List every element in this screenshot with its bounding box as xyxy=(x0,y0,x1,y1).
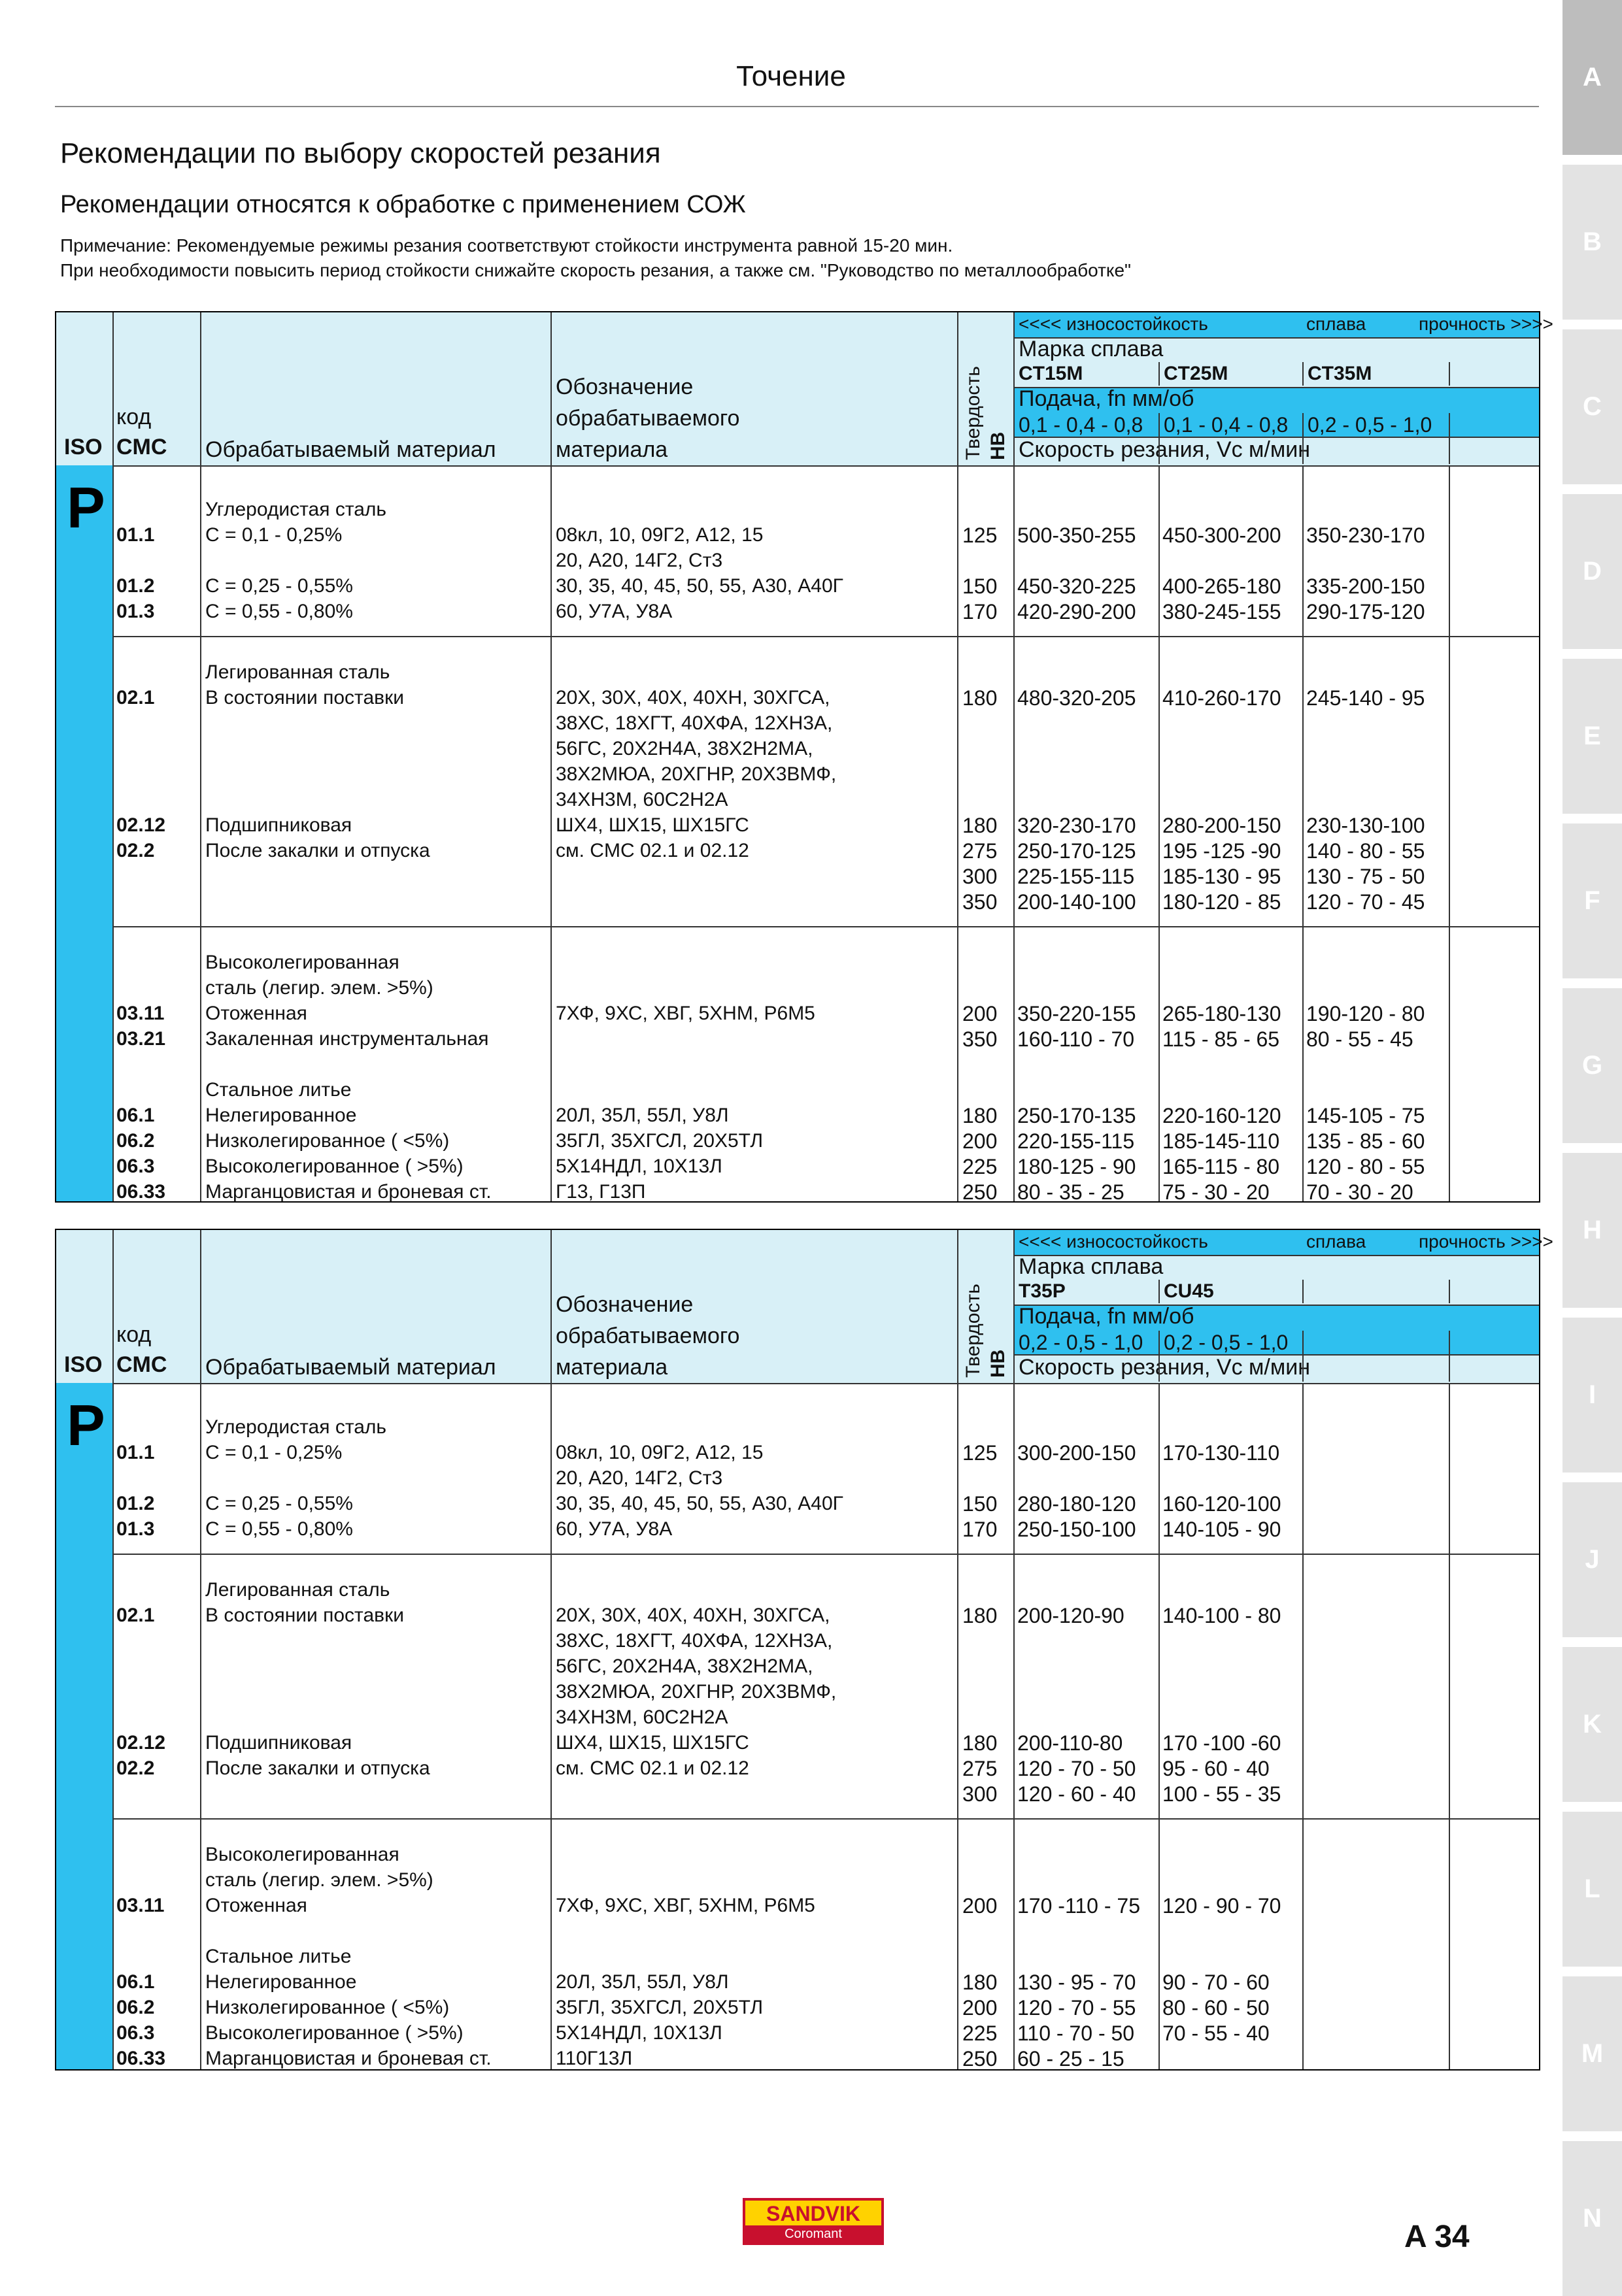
material-designation: 60, У7А, У8А xyxy=(556,601,673,622)
grade-column-divider xyxy=(1158,1383,1160,2069)
material-name: Нелегированное xyxy=(205,1105,357,1126)
column-divider xyxy=(200,1230,201,2069)
cutting-speed-value: 500-350-255 xyxy=(1017,524,1136,547)
material-designation: 7ХФ, 9ХС, ХВГ, 5ХНМ, Р6М5 xyxy=(556,1003,815,1024)
hardness-value: 300 xyxy=(962,865,998,888)
material-name: Закаленная инструментальная xyxy=(205,1028,489,1050)
cutting-speed-value: 180-125 - 90 xyxy=(1017,1155,1136,1178)
note-line-1: Примечание: Рекомендуемые режимы резания соответствуют стойкости инструмента равной 15-20 мин. xyxy=(60,235,953,256)
cutting-speed-value: 245-140 - 95 xyxy=(1306,686,1425,710)
column-divider xyxy=(957,1230,958,2069)
grade-column-divider xyxy=(1158,465,1160,1201)
material-designation: ШХ4, ШХ15, ШХ15ГС xyxy=(556,1732,749,1754)
grade-column-divider xyxy=(1302,465,1304,1201)
feed-label: Подача, fn мм/об xyxy=(1019,1304,1194,1329)
cmc-code: 01.3 xyxy=(116,1518,155,1540)
side-tab-k: K xyxy=(1563,1647,1622,1802)
material-designation: 56ГС, 20Х2Н4А, 38Х2Н2МА, xyxy=(556,1655,813,1677)
cmc-code: 02.1 xyxy=(116,1605,155,1626)
hardness-value: 150 xyxy=(962,1492,998,1516)
cutting-speed-value: 480-320-205 xyxy=(1017,686,1136,710)
hardness-value: 275 xyxy=(962,1757,998,1780)
feed-divider xyxy=(1449,1331,1450,1354)
cutting-speed-value: 120 - 80 - 55 xyxy=(1306,1155,1425,1178)
hardness-value: 180 xyxy=(962,1104,998,1127)
cutting-speed-value: 140 - 80 - 55 xyxy=(1306,839,1425,863)
cutting-speed-value: 145-105 - 75 xyxy=(1306,1104,1425,1127)
material-name: C = 0,25 - 0,55% xyxy=(205,575,353,597)
material-name: Высоколегированное ( >5%) xyxy=(205,2022,464,2044)
cutting-speed-value: 120 - 60 - 40 xyxy=(1017,1782,1136,1806)
hardness-value: 200 xyxy=(962,1894,998,1918)
cutting-speed-value: 170-130-110 xyxy=(1162,1441,1280,1465)
iso-header: ISO xyxy=(64,435,103,459)
material-name: Низколегированное ( <5%) xyxy=(205,1130,450,1152)
page-subtitle: Рекомендации относятся к обработке с применением СОЖ xyxy=(60,191,746,218)
logo-subtitle: Coromant xyxy=(745,2225,881,2242)
iso-group-letter: P xyxy=(67,1393,105,1457)
cutting-speed-value: 300-200-150 xyxy=(1017,1441,1136,1465)
hardness-value: 250 xyxy=(962,2047,998,2071)
column-divider xyxy=(550,1230,552,2069)
cutting-speed-value: 130 - 95 - 70 xyxy=(1017,1971,1136,1994)
side-tab-b: B xyxy=(1563,165,1622,320)
cutting-speed-value: 350-220-155 xyxy=(1017,1002,1136,1025)
hardness-value: 225 xyxy=(962,2021,998,2045)
material-name: Стальное литье xyxy=(205,1946,352,1967)
cutting-speed-value: 220-155-115 xyxy=(1017,1129,1135,1153)
material-designation: 35ГЛ, 35ХГСЛ, 20Х5ТЛ xyxy=(556,1997,764,2018)
hardness-value: 300 xyxy=(962,1782,998,1806)
cmc-code: 02.12 xyxy=(116,1732,166,1754)
grade-divider xyxy=(1449,1280,1450,1303)
material-designation: 7ХФ, 9ХС, ХВГ, 5ХНМ, Р6М5 xyxy=(556,1895,815,1916)
material-name: Отоженная xyxy=(205,1895,307,1916)
grade-column-divider xyxy=(1449,1383,1450,2069)
side-tab-d: D xyxy=(1563,494,1622,649)
header-bottom-rule xyxy=(56,1383,1539,1384)
hardness-value: 350 xyxy=(962,1027,998,1051)
material-name: C = 0,1 - 0,25% xyxy=(205,1442,343,1463)
material-designation: 35ГЛ, 35ХГСЛ, 20Х5ТЛ xyxy=(556,1130,764,1152)
cutting-speed-value: 450-320-225 xyxy=(1017,574,1136,598)
hardness-value: 200 xyxy=(962,1996,998,2020)
material-designation: 20Х, 30Х, 40Х, 40ХН, 30ХГСА, xyxy=(556,687,830,708)
hardness-value: 250 xyxy=(962,1180,998,1204)
designation-header-1: Обозначение xyxy=(556,374,694,399)
cutting-speed-value: 115 - 85 - 65 xyxy=(1162,1027,1280,1051)
cutting-speed-value: 180-120 - 85 xyxy=(1162,890,1281,914)
side-tab-i: I xyxy=(1563,1318,1622,1472)
material-name: Высоколегированное ( >5%) xyxy=(205,1156,464,1177)
header-rule xyxy=(1013,1305,1539,1306)
material-name: Низколегированное ( <5%) xyxy=(205,1997,450,2018)
hardness-value: 170 xyxy=(962,1518,998,1541)
cutting-speed-value: 250-170-125 xyxy=(1017,839,1136,863)
page-number: A 34 xyxy=(1404,2220,1470,2254)
designation-header-2: обрабатываемого xyxy=(556,1323,740,1348)
material-designation: 08кл, 10, 09Г2, А12, 15 xyxy=(556,524,764,546)
cmc-code: 03.11 xyxy=(116,1895,165,1916)
cutting-speed-value: 70 - 55 - 40 xyxy=(1162,2021,1270,2045)
cutting-speed-table-2 xyxy=(55,1229,1553,2071)
material-name: C = 0,25 - 0,55% xyxy=(205,1493,353,1514)
column-divider xyxy=(957,312,958,1201)
speed-divider xyxy=(1302,1356,1304,1382)
material-designation: см. CMC 02.1 и 02.12 xyxy=(556,840,749,861)
material-name: Подшипниковая xyxy=(205,814,352,836)
group-separator xyxy=(112,1818,1539,1820)
grade-name: T35P xyxy=(1019,1280,1066,1302)
band-alloy: сплава xyxy=(1306,314,1366,334)
group-heading: Высоколегированная xyxy=(205,1844,399,1865)
band-strength: прочность >>>> xyxy=(1419,314,1553,334)
material-name: Нелегированное xyxy=(205,1971,357,1993)
hardness-value: 200 xyxy=(962,1129,998,1153)
iso-p-column xyxy=(56,465,112,1201)
cutting-speed-value: 170 -110 - 75 xyxy=(1017,1894,1140,1918)
group-separator xyxy=(112,926,1539,927)
note-line-2: При необходимости повысить период стойкости снижайте скорость резания, а также см. "Руководство по металлообработке" xyxy=(60,260,1131,280)
cmc-code: 02.2 xyxy=(116,840,155,861)
cmc-code: 03.21 xyxy=(116,1028,166,1050)
material-name: Стальное литье xyxy=(205,1079,352,1101)
cutting-speed-value: 75 - 30 - 20 xyxy=(1162,1180,1270,1204)
section-tabs xyxy=(1563,0,1622,2293)
header-rule xyxy=(1013,387,1539,388)
speed-divider xyxy=(1302,438,1304,464)
material-name: В состоянии поставки xyxy=(205,1605,404,1626)
group-heading: Высоколегированная xyxy=(205,952,399,973)
hardness-value: 180 xyxy=(962,1971,998,1994)
cmc-code: 06.2 xyxy=(116,1997,155,2018)
cutting-speed-value: 160-120-100 xyxy=(1162,1492,1281,1516)
logo-name: SANDVIK xyxy=(745,2201,881,2227)
material-header: Обрабатываемый материал xyxy=(205,1355,496,1380)
column-divider xyxy=(200,312,201,1201)
material-header: Обрабатываемый материал xyxy=(205,437,496,462)
grade-name: CU45 xyxy=(1164,1280,1214,1302)
iso-group-letter: P xyxy=(67,475,105,540)
cutting-speed-value: 320-230-170 xyxy=(1017,814,1136,837)
side-tab-a: A xyxy=(1563,0,1622,155)
column-divider xyxy=(550,312,552,1201)
cmc-code: 01.2 xyxy=(116,575,155,597)
cutting-speed-value: 350-230-170 xyxy=(1306,524,1425,547)
hb-header: НВ xyxy=(987,431,1009,460)
designation-header-1: Обозначение xyxy=(556,1292,694,1317)
iso-p-column xyxy=(56,1383,112,2069)
material-name: Отоженная xyxy=(205,1003,307,1024)
side-tab-c: C xyxy=(1563,329,1622,484)
hardness-value: 125 xyxy=(962,524,998,547)
header-rule xyxy=(1013,337,1539,339)
cutting-speed-value: 130 - 75 - 50 xyxy=(1306,865,1425,888)
cutting-speed-value: 225-155-115 xyxy=(1017,865,1135,888)
hardness-header: Твердость xyxy=(962,1284,984,1378)
hb-header: НВ xyxy=(987,1349,1009,1378)
group-heading: Углеродистая сталь xyxy=(205,499,387,520)
cmc-code: 01.1 xyxy=(116,524,155,546)
material-designation: 34ХН3М, 60С2Н2А xyxy=(556,1706,728,1728)
column-divider xyxy=(112,312,114,1201)
cutting-speed-value: 190-120 - 80 xyxy=(1306,1002,1425,1025)
cmc-header: CMC xyxy=(116,1352,167,1377)
hardness-value: 180 xyxy=(962,1604,998,1627)
speed-divider xyxy=(1158,1356,1160,1382)
cutting-speed-value: 120 - 70 - 45 xyxy=(1306,890,1425,914)
material-name: C = 0,55 - 0,80% xyxy=(205,1518,353,1540)
material-designation: 20Л, 35Л, 55Л, У8Л xyxy=(556,1971,729,1993)
iso-header: ISO xyxy=(64,1352,103,1377)
band-wear: <<<< износостойкость xyxy=(1019,314,1208,334)
grade-column-divider xyxy=(1302,1383,1304,2069)
material-designation: см. CMC 02.1 и 02.12 xyxy=(556,1757,749,1779)
page-title: Рекомендации по выбору скоростей резания xyxy=(60,137,661,169)
kod-header: код xyxy=(116,1322,152,1347)
hardness-value: 180 xyxy=(962,1731,998,1755)
cmc-code: 01.3 xyxy=(116,601,155,622)
hardness-header: Твердость xyxy=(962,366,984,460)
feed-divider xyxy=(1302,1331,1304,1354)
material-name: C = 0,1 - 0,25% xyxy=(205,524,343,546)
material-designation: 56ГС, 20Х2Н4А, 38Х2Н2МА, xyxy=(556,738,813,759)
cutting-speed-value: 420-290-200 xyxy=(1017,600,1136,624)
cutting-speed-value: 110 - 70 - 50 xyxy=(1017,2021,1135,2045)
designation-header-2: обрабатываемого xyxy=(556,406,740,431)
cutting-speed-table-1 xyxy=(55,311,1553,1204)
cutting-speed-value: 450-300-200 xyxy=(1162,524,1281,547)
material-name: сталь (легир. элем. >5%) xyxy=(205,1869,433,1891)
cutting-speed-value: 200-110-80 xyxy=(1017,1731,1123,1755)
cutting-speed-value: 160-110 - 70 xyxy=(1017,1027,1135,1051)
side-tab-f: F xyxy=(1563,824,1622,978)
feed-value: 0,2 - 0,5 - 1,0 xyxy=(1019,1331,1143,1354)
side-tab-g: G xyxy=(1563,988,1622,1143)
cmc-code: 06.1 xyxy=(116,1105,155,1126)
grade-name: CT35M xyxy=(1308,363,1372,384)
band-alloy: сплава xyxy=(1306,1231,1366,1252)
speed-label: Скорость резания, Vc м/мин xyxy=(1019,437,1311,462)
material-name: Марганцовистая и броневая ст. xyxy=(205,2048,492,2069)
group-heading: Легированная сталь xyxy=(205,1579,390,1601)
material-designation: 20Л, 35Л, 55Л, У8Л xyxy=(556,1105,729,1126)
cutting-speed-value: 220-160-120 xyxy=(1162,1104,1281,1127)
side-tab-m: M xyxy=(1563,1976,1622,2131)
cmc-code: 02.2 xyxy=(116,1757,155,1779)
cutting-speed-value: 70 - 30 - 20 xyxy=(1306,1180,1413,1204)
material-designation: 110Г13Л xyxy=(556,2048,633,2069)
speed-divider xyxy=(1158,438,1160,464)
material-designation: 30, 35, 40, 45, 50, 55, А30, А40Г xyxy=(556,575,843,597)
grade-label: Марка сплава xyxy=(1019,337,1164,361)
group-separator xyxy=(112,636,1539,637)
feed-value: 0,1 - 0,4 - 0,8 xyxy=(1019,413,1143,437)
designation-header-3: материала xyxy=(556,1355,668,1380)
material-name: После закалки и отпуска xyxy=(205,1757,430,1779)
cutting-speed-value: 200-140-100 xyxy=(1017,890,1136,914)
cutting-speed-value: 95 - 60 - 40 xyxy=(1162,1757,1270,1780)
cutting-speed-value: 80 - 60 - 50 xyxy=(1162,1996,1270,2020)
grade-divider xyxy=(1302,362,1304,386)
cutting-speed-value: 100 - 55 - 35 xyxy=(1162,1782,1281,1806)
cmc-code: 06.33 xyxy=(116,1181,166,1203)
material-designation: 20, А20, 14Г2, Ст3 xyxy=(556,1467,723,1489)
feed-divider xyxy=(1158,1331,1160,1354)
side-tab-j: J xyxy=(1563,1482,1622,1637)
grade-divider xyxy=(1449,362,1450,386)
grade-name: CT15M xyxy=(1019,363,1083,384)
feed-value: 0,2 - 0,5 - 1,0 xyxy=(1308,413,1432,437)
designation-header-3: материала xyxy=(556,437,668,462)
cutting-speed-value: 120 - 70 - 50 xyxy=(1017,1757,1136,1780)
header-bottom-rule xyxy=(56,465,1539,467)
cutting-speed-value: 140-100 - 80 xyxy=(1162,1604,1281,1627)
material-designation: 20Х, 30Х, 40Х, 40ХН, 30ХГСА, xyxy=(556,1605,830,1626)
cutting-speed-value: 185-130 - 95 xyxy=(1162,865,1281,888)
side-tab-l: L xyxy=(1563,1812,1622,1967)
material-designation: 5Х14НДЛ, 10Х13Л xyxy=(556,2022,722,2044)
cutting-speed-value: 135 - 85 - 60 xyxy=(1306,1129,1425,1153)
speed-divider xyxy=(1449,1356,1450,1382)
header-rule xyxy=(55,106,1539,107)
feed-divider xyxy=(1449,413,1450,437)
material-designation: 08кл, 10, 09Г2, А12, 15 xyxy=(556,1442,764,1463)
material-name: Марганцовистая и броневая ст. xyxy=(205,1181,492,1203)
cutting-speed-value: 80 - 35 - 25 xyxy=(1017,1180,1124,1204)
cmc-code: 03.11 xyxy=(116,1003,165,1024)
cmc-code: 06.3 xyxy=(116,2022,155,2044)
column-divider xyxy=(1013,312,1015,1201)
speed-divider xyxy=(1449,438,1450,464)
band-strength: прочность >>>> xyxy=(1419,1231,1553,1252)
cutting-speed-value: 120 - 90 - 70 xyxy=(1162,1894,1281,1918)
hardness-value: 180 xyxy=(962,686,998,710)
cmc-code: 06.3 xyxy=(116,1156,155,1177)
cutting-speed-value: 80 - 55 - 45 xyxy=(1306,1027,1413,1051)
side-tab-h: H xyxy=(1563,1153,1622,1308)
group-heading: Углеродистая сталь xyxy=(205,1416,387,1438)
feed-value: 0,2 - 0,5 - 1,0 xyxy=(1164,1331,1289,1354)
header-rule xyxy=(1013,1255,1539,1256)
material-designation: Г13, Г13П xyxy=(556,1181,646,1203)
cutting-speed-value: 195 -125 -90 xyxy=(1162,839,1281,863)
cmc-code: 06.1 xyxy=(116,1971,155,1993)
material-designation: 38Х2МЮА, 20ХГНР, 20Х3ВМФ, xyxy=(556,1681,837,1703)
hardness-value: 275 xyxy=(962,839,998,863)
cutting-speed-value: 400-265-180 xyxy=(1162,574,1281,598)
cmc-code: 06.2 xyxy=(116,1130,155,1152)
material-designation: 34ХН3М, 60С2Н2А xyxy=(556,789,728,810)
grade-divider xyxy=(1158,362,1160,386)
grade-divider xyxy=(1158,1280,1160,1303)
cutting-speed-value: 185-145-110 xyxy=(1162,1129,1280,1153)
material-name: сталь (легир. элем. >5%) xyxy=(205,977,433,999)
material-designation: 38Х2МЮА, 20ХГНР, 20Х3ВМФ, xyxy=(556,763,837,785)
group-separator xyxy=(112,1554,1539,1555)
material-designation: ШХ4, ШХ15, ШХ15ГС xyxy=(556,814,749,836)
cutting-speed-value: 250-170-135 xyxy=(1017,1104,1136,1127)
feed-divider xyxy=(1158,413,1160,437)
cutting-speed-value: 200-120-90 xyxy=(1017,1604,1124,1627)
hardness-value: 125 xyxy=(962,1441,998,1465)
grade-name: CT25M xyxy=(1164,363,1228,384)
cutting-speed-value: 280-200-150 xyxy=(1162,814,1281,837)
cmc-header: CMC xyxy=(116,435,167,459)
material-designation: 38ХС, 18ХГТ, 40ХФА, 12ХН3А, xyxy=(556,712,833,734)
cutting-speed-value: 165-115 - 80 xyxy=(1162,1155,1280,1178)
header-rule xyxy=(1013,1354,1539,1356)
cutting-speed-value: 140-105 - 90 xyxy=(1162,1518,1281,1541)
grade-divider xyxy=(1302,1280,1304,1303)
cutting-speed-value: 380-245-155 xyxy=(1162,600,1281,624)
feed-divider xyxy=(1302,413,1304,437)
section-title: Точение xyxy=(736,60,846,92)
cmc-code: 02.12 xyxy=(116,814,166,836)
header-rule xyxy=(1013,437,1539,438)
material-name: После закалки и отпуска xyxy=(205,840,430,861)
feed-label: Подача, fn мм/об xyxy=(1019,386,1194,411)
cutting-speed-value: 170 -100 -60 xyxy=(1162,1731,1281,1755)
kod-header: код xyxy=(116,405,152,429)
cutting-speed-value: 280-180-120 xyxy=(1017,1492,1136,1516)
hardness-value: 150 xyxy=(962,574,998,598)
hardness-value: 200 xyxy=(962,1002,998,1025)
cmc-code: 01.1 xyxy=(116,1442,155,1463)
cutting-speed-value: 290-175-120 xyxy=(1306,600,1425,624)
material-designation: 38ХС, 18ХГТ, 40ХФА, 12ХН3А, xyxy=(556,1630,833,1652)
cutting-speed-value: 265-180-130 xyxy=(1162,1002,1281,1025)
band-wear: <<<< износостойкость xyxy=(1019,1231,1208,1252)
cutting-speed-value: 250-150-100 xyxy=(1017,1518,1136,1541)
material-name: Подшипниковая xyxy=(205,1732,352,1754)
column-divider xyxy=(112,1230,114,2069)
cutting-speed-value: 120 - 70 - 55 xyxy=(1017,1996,1136,2020)
cutting-speed-value: 410-260-170 xyxy=(1162,686,1281,710)
hardness-value: 225 xyxy=(962,1155,998,1178)
cutting-speed-value: 335-200-150 xyxy=(1306,574,1425,598)
material-designation: 5Х14НДЛ, 10Х13Л xyxy=(556,1156,722,1177)
cmc-code: 02.1 xyxy=(116,687,155,708)
cmc-code: 06.33 xyxy=(116,2048,166,2069)
column-divider xyxy=(1013,1230,1015,2069)
material-name: В состоянии поставки xyxy=(205,687,404,708)
cutting-speed-value: 230-130-100 xyxy=(1306,814,1425,837)
group-heading: Легированная сталь xyxy=(205,661,390,683)
grade-column-divider xyxy=(1449,465,1450,1201)
side-tab-n: N xyxy=(1563,2141,1622,2296)
speed-label: Скорость резания, Vc м/мин xyxy=(1019,1355,1311,1380)
cutting-speed-value: 60 - 25 - 15 xyxy=(1017,2047,1124,2071)
sandvik-coromant-logo xyxy=(743,2198,884,2245)
hardness-value: 350 xyxy=(962,890,998,914)
material-designation: 60, У7А, У8А xyxy=(556,1518,673,1540)
cutting-speed-value: 90 - 70 - 60 xyxy=(1162,1971,1270,1994)
side-tab-e: E xyxy=(1563,659,1622,814)
grade-label: Марка сплава xyxy=(1019,1254,1164,1279)
material-name: C = 0,55 - 0,80% xyxy=(205,601,353,622)
hardness-value: 180 xyxy=(962,814,998,837)
hardness-value: 170 xyxy=(962,600,998,624)
material-designation: 20, А20, 14Г2, Ст3 xyxy=(556,550,723,571)
cmc-code: 01.2 xyxy=(116,1493,155,1514)
feed-value: 0,1 - 0,4 - 0,8 xyxy=(1164,413,1289,437)
material-designation: 30, 35, 40, 45, 50, 55, А30, А40Г xyxy=(556,1493,843,1514)
